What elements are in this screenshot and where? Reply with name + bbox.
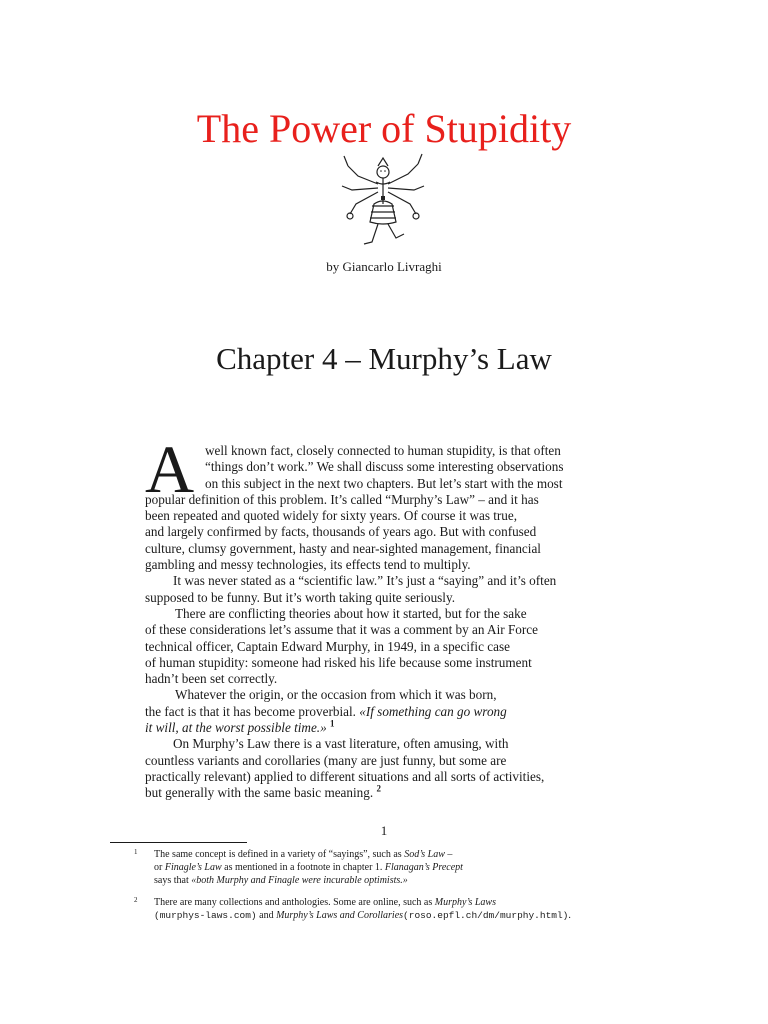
- body-line: well known fact, closely connected to human stupidity, is that often: [205, 443, 561, 458]
- chapter-heading: Chapter 4 – Murphy’s Law: [216, 341, 552, 376]
- body-line: countless variants and corollaries (many are just funny, but some are: [145, 752, 507, 768]
- body-line: supposed to be funny. But it’s worth taking quite seriously.: [145, 589, 456, 605]
- footnote-mark: 1: [134, 848, 138, 856]
- footnote-text: and: [256, 910, 277, 921]
- body-line: gambling and messy technologies, its effects tend to multiply.: [145, 557, 471, 573]
- body-line: of these considerations let’s assume that it was a comment by an Air Force: [145, 622, 538, 638]
- body-line: on this subject in the next two chapters. But let’s start with the most: [205, 475, 563, 491]
- footnote-text: says that: [154, 875, 192, 886]
- footnote-line: [144, 848, 463, 861]
- footnote-line: [144, 874, 463, 887]
- footnote-text: or: [154, 862, 165, 873]
- body-text: [145, 431, 625, 802]
- body-line: technical officer, Captain Edward Murphy, in 1949, in a specific case: [145, 638, 510, 654]
- page-number: 1: [380, 823, 388, 838]
- body-line: been repeated and quoted widely for sixty years. Of course it was true,: [145, 508, 518, 524]
- footnote-url[interactable]: (murphys-laws.com): [154, 910, 257, 921]
- footnote-url[interactable]: (roso.epfl.ch/dm/murphy.html): [403, 910, 569, 921]
- footnote-emphasis: Murphy’s Laws: [434, 897, 496, 908]
- footnote-text: .: [568, 910, 571, 921]
- body-line-text: but generally with the same basic meaning.: [145, 785, 374, 801]
- body-line: [145, 720, 625, 736]
- document-title: The Power of Stupidity: [196, 106, 572, 151]
- footnote-line: [144, 896, 571, 909]
- footnote-emphasis: «both Murphy and Finagle were incurable optimists.»: [191, 875, 408, 886]
- footnote-emphasis: Finagle’s Law: [164, 862, 222, 873]
- body-line: On Murphy’s Law there is a vast literature, often amusing, with: [173, 736, 509, 752]
- footnote-ref-1[interactable]: 1: [330, 718, 335, 729]
- footnote-emphasis: Flanagan’s Precept: [384, 862, 463, 873]
- footnote-emphasis: Sod’s Law: [404, 849, 445, 860]
- body-line-text: the fact is that it has become proverbial.: [145, 703, 356, 719]
- footnote-mark: 2: [134, 896, 138, 904]
- body-line: [145, 785, 625, 801]
- body-line: and largely confirmed by facts, thousands of years ago. But with confused: [145, 524, 537, 540]
- body-line: culture, clumsy government, hasty and near-sighted management, financial: [145, 540, 541, 556]
- footnote-line: [144, 909, 571, 922]
- body-line: of human stupidity: someone had risked his life because some instrument: [145, 654, 532, 670]
- footnote-text: –: [444, 849, 453, 860]
- body-line: [145, 704, 625, 720]
- body-line: There are conflicting theories about how it started, but for the sake: [175, 605, 527, 621]
- body-line: popular definition of this problem. It’s called “Murphy’s Law” – and it has: [145, 491, 539, 507]
- author-byline: by Giancarlo Livraghi: [326, 259, 442, 274]
- body-line: hadn’t been set correctly.: [145, 671, 278, 687]
- murphy-quote-part-2: it will, at the worst possible time.»: [145, 720, 327, 736]
- footnote-line: [144, 861, 463, 874]
- footnote-2: [134, 896, 571, 922]
- footnote-text: There are many collections and anthologies. Some are online, such as: [154, 897, 435, 908]
- footnote-1: [134, 848, 463, 887]
- body-line: Whatever the origin, or the occasion from which it was born,: [175, 687, 497, 703]
- body-line: practically relevant) applied to different situations and all sorts of activities,: [145, 768, 545, 784]
- body-line: It was never stated as a “scientific law.” It’s just a “saying” and it’s often: [173, 573, 557, 589]
- multi-armed-deity-icon: [338, 152, 428, 248]
- footnote-divider: [110, 842, 247, 843]
- body-line: “things don’t work.” We shall discuss some interesting observations: [205, 459, 564, 475]
- murphy-quote-part-1: «If something can go wrong: [359, 703, 507, 719]
- footnote-ref-2[interactable]: 2: [376, 783, 381, 794]
- drop-cap: A: [145, 431, 195, 507]
- footnote-text: as mentioned in a footnote in chapter 1.: [221, 862, 385, 873]
- footnote-emphasis: Murphy’s Laws and Corollaries: [276, 910, 404, 921]
- footnote-text: The same concept is defined in a variety of “sayings”, such as: [154, 849, 405, 860]
